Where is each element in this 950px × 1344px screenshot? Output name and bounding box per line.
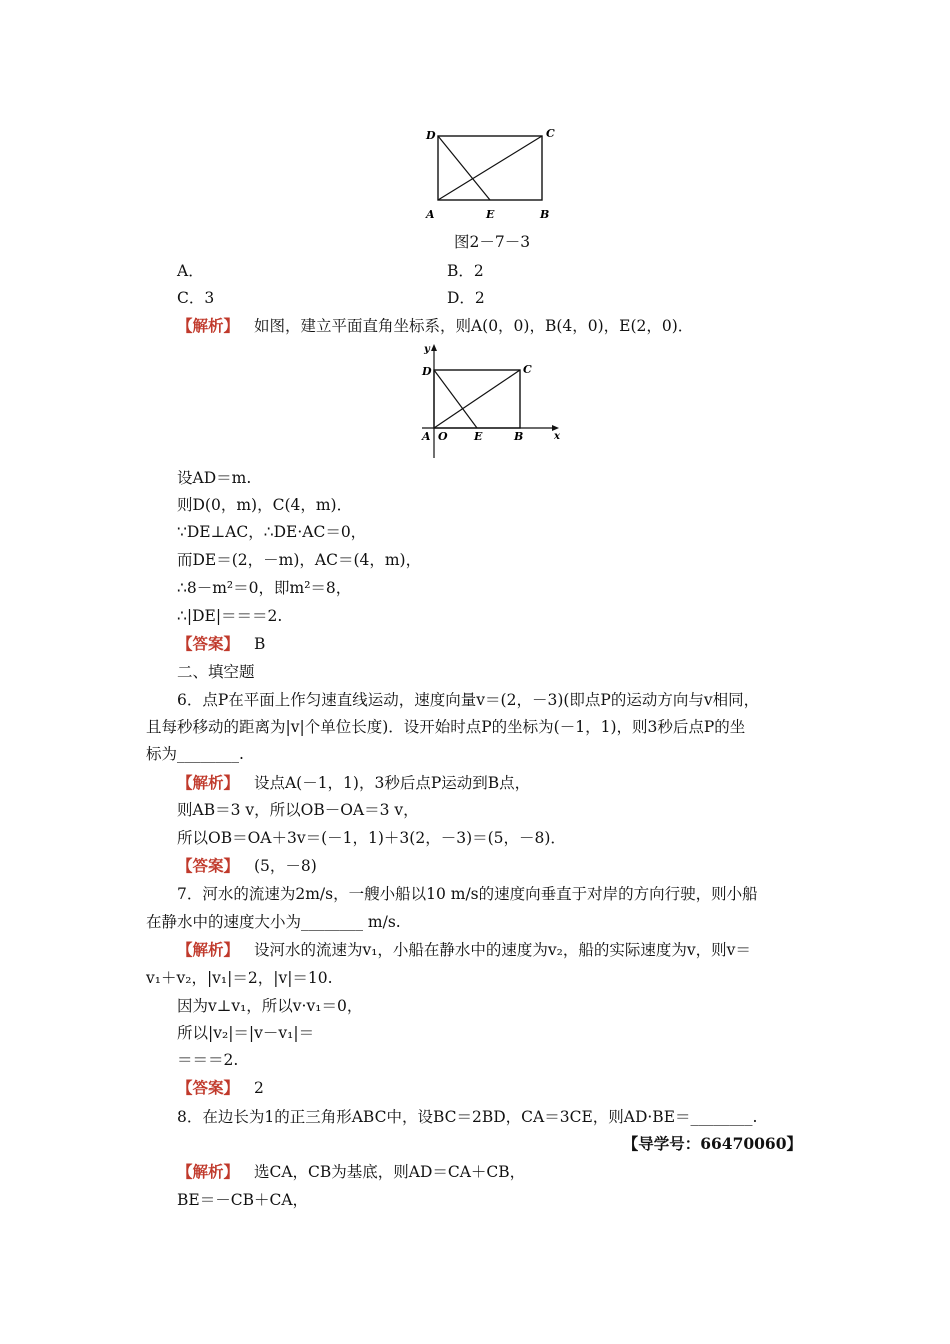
fig2-label-c: C	[523, 363, 532, 376]
q8-line-2: BE＝－CB＋CA，	[177, 1191, 309, 1209]
section-title: 二、填空题	[177, 663, 255, 681]
option-c: C．3	[177, 289, 215, 307]
fig2-label-e: E	[474, 430, 483, 443]
q7-line-2: 在静水中的速度大小为________ m/s.	[146, 913, 401, 931]
q6-line-4: 则AB＝3 v，所以OB－OA＝3 v，	[177, 801, 419, 819]
q7-answer	[177, 1078, 264, 1098]
q7-analysis	[177, 940, 751, 960]
analysis-label: 【解析】	[177, 773, 240, 792]
analysis-text: 设河水的流速为v₁，小船在静水中的速度为v₂，船的实际速度为v，则v＝	[253, 941, 751, 959]
q5-answer	[177, 634, 265, 654]
q7-line-6: ＝＝＝2.	[177, 1051, 239, 1069]
q5-line-3: ∵DE⊥AC，∴DE·AC＝0，	[177, 523, 367, 541]
fig1-label-e: E	[486, 208, 495, 221]
fig2-label-d: D	[422, 365, 432, 378]
q5-line-1: 设AD＝m.	[177, 469, 252, 487]
analysis-label: 【解析】	[177, 316, 240, 335]
option-b: B．2	[447, 262, 484, 280]
figure-coordinate-system	[414, 340, 570, 462]
fig1-label-d: D	[426, 129, 436, 142]
fig2-label-a: A	[422, 430, 431, 443]
q7-line-3: v₁＋v₂，|v₁|＝2，|v|＝10.	[146, 969, 333, 987]
figure1-caption: 图2－7－3	[454, 233, 531, 251]
q7-line-5: 所以|v₂|＝|v－v₁|＝	[177, 1024, 315, 1042]
q8-guide-number: 【导学号：66470060】	[622, 1134, 802, 1153]
analysis-text: 选CA，CB为基底，则AD＝CA＋CB，	[253, 1163, 526, 1181]
analysis-text: 设点A(－1，1)，3秒后点P运动到B点，	[253, 774, 531, 792]
q6-analysis	[177, 773, 530, 793]
q6-line-5: 所以OB＝OA＋3v＝(－1，1)＋3(2，－3)＝(5，－8)．	[177, 829, 566, 847]
option-a: A．	[177, 262, 204, 280]
q5-line-5: ∴8－m²＝0，即m²＝8，	[177, 579, 352, 597]
answer-text: B	[253, 635, 266, 653]
q6-line-1: 6．点P在平面上作匀速直线运动，速度向量v＝(2，－3)(即点P的运动方向与v相同，	[177, 691, 760, 709]
answer-text: 2	[253, 1079, 264, 1097]
fig2-label-x: x	[554, 431, 560, 442]
analysis-label: 【解析】	[177, 940, 240, 959]
q7-line-4: 因为v⊥v₁，所以v·v₁＝0，	[177, 997, 363, 1015]
answer-label: 【答案】	[177, 1078, 240, 1097]
q6-answer	[177, 856, 317, 876]
q7-line-1: 7．河水的流速为2m/s，一艘小船以10 m/s的速度向垂直于对岸的方向行驶，则小船	[177, 885, 758, 903]
q5-line-6: ∴|DE|＝＝＝2.	[177, 607, 283, 625]
analysis-label: 【解析】	[177, 1162, 240, 1181]
figure-rectangle-abcd	[420, 122, 560, 228]
fig2-label-b: B	[514, 430, 524, 443]
q6-line-3: 标为________.	[146, 745, 244, 763]
answer-label: 【答案】	[177, 856, 240, 875]
answer-text: (5，－8)	[253, 857, 317, 875]
fig2-label-o: O	[438, 430, 448, 443]
fig1-label-b: B	[540, 208, 550, 221]
option-d: D．2	[447, 289, 485, 307]
fig1-label-a: A	[426, 208, 435, 221]
q5-analysis	[177, 316, 693, 336]
q6-line-2: 且每秒移动的距离为|v|个单位长度)．设开始时点P的坐标为(－1，1)，则3秒后点P的坐	[146, 718, 746, 736]
analysis-text: 如图，建立平面直角坐标系，则A(0，0)，B(4，0)，E(2，0)．	[253, 317, 694, 335]
q8-analysis	[177, 1162, 525, 1182]
q5-line-4: 而DE＝(2，－m)，AC＝(4，m)，	[177, 551, 422, 569]
q5-line-2: 则D(0，m)，C(4，m)．	[177, 496, 353, 514]
q8-line-1: 8．在边长为1的正三角形ABC中，设BC＝2BD，CA＝3CE，则AD·BE＝________.	[177, 1108, 758, 1126]
fig2-label-y: y	[424, 344, 430, 355]
answer-label: 【答案】	[177, 634, 240, 653]
fig1-label-c: C	[546, 127, 555, 140]
